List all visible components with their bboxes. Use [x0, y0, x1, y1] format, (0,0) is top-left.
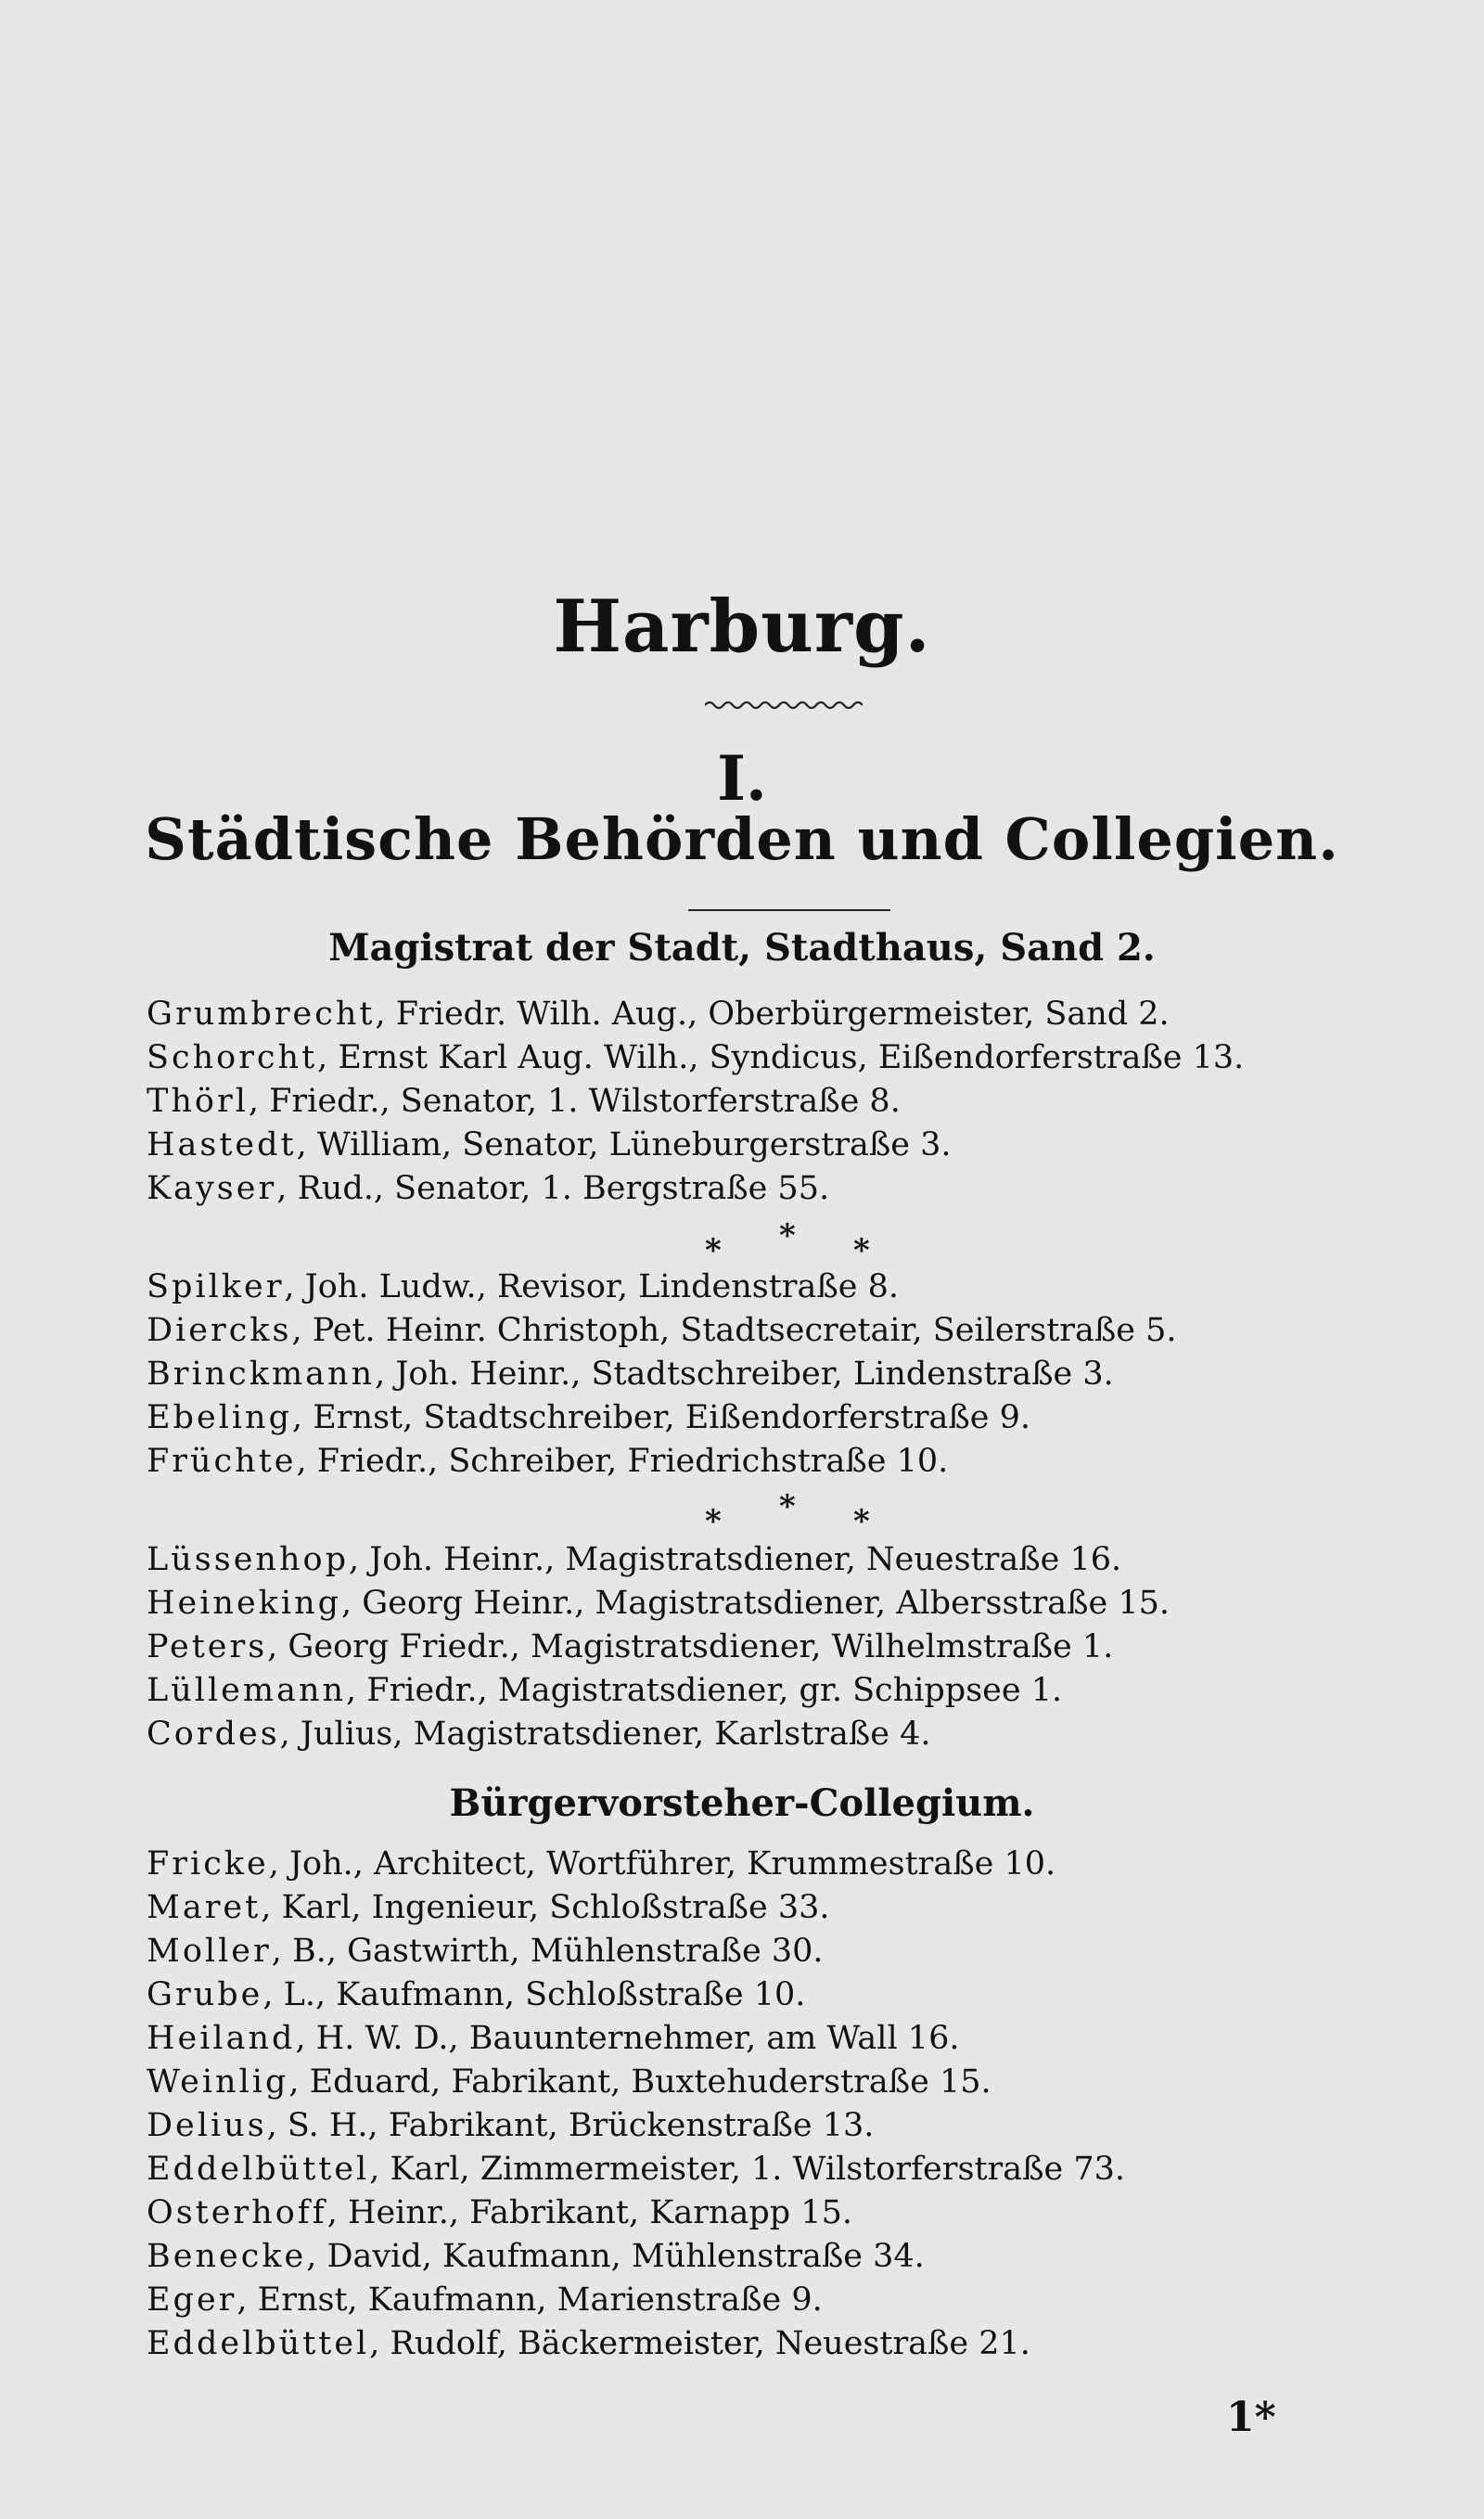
entry-name: Diercks	[147, 1312, 292, 1349]
list-item	[147, 1973, 1426, 2017]
entry-name: Schorcht	[147, 1039, 318, 1076]
entry-details: , H. W. D., Bauunternehmer, am Wall 16.	[295, 2020, 960, 2057]
entry-name: Weinlig	[147, 2063, 289, 2101]
entry-name: Benecke	[147, 2238, 307, 2275]
entries-buergervorsteher	[147, 1843, 1426, 2366]
list-item	[147, 1440, 1426, 1484]
list-item	[147, 2235, 1426, 2279]
entry-details: , Heinr., Fabrikant, Karnapp 15.	[326, 2194, 852, 2231]
list-item	[147, 1930, 1426, 1973]
signature-mark: 1*	[1226, 2394, 1276, 2441]
list-item	[147, 2061, 1426, 2104]
list-item	[147, 993, 1426, 1036]
list-item	[147, 1309, 1426, 1353]
entry-details: , Friedr. Wilh. Aug., Oberbürgermeister, Sand 2.	[375, 996, 1170, 1033]
entry-details: , B., Gastwirth, Mühlenstraße 30.	[271, 1933, 824, 1970]
entry-details: , Rud., Senator, 1. Bergstraße 55.	[276, 1170, 830, 1207]
list-item	[147, 1036, 1426, 1080]
list-item	[147, 1167, 1426, 1211]
entry-details: , Friedr., Schreiber, Friedrichstraße 10.	[296, 1443, 949, 1480]
entry-details: , Joh., Architect, Wortführer, Krummestraße 10.	[268, 1845, 1056, 1883]
wavy-ornament	[705, 698, 863, 713]
page-title: Harburg.	[553, 585, 931, 669]
entry-details: , S. H., Fabrikant, Brückenstraße 13.	[266, 2107, 875, 2144]
list-item	[147, 2104, 1426, 2148]
list-item	[147, 2191, 1426, 2235]
entry-name: Eddelbüttel	[147, 2325, 370, 2362]
entry-name: Kayser	[147, 1170, 277, 1207]
group-heading-magistrat: Magistrat der Stadt, Stadthaus, Sand 2.	[328, 926, 1156, 970]
entry-details: , Pet. Heinr. Christoph, Stadtsecretair, Seilerstraße 5.	[291, 1312, 1177, 1349]
entry-name: Delius	[147, 2107, 267, 2144]
entry-name: Hastedt	[147, 1126, 297, 1163]
entry-details: , L., Kaufmann, Schloßstraße 10.	[262, 1976, 806, 2013]
title-rule	[688, 909, 890, 911]
entry-name: Thörl	[147, 1083, 249, 1120]
entry-details: , Ernst Karl Aug. Wilh., Syndicus, Eißendorferstraße 13.	[317, 1039, 1245, 1076]
entry-name: Maret	[147, 1889, 262, 1926]
entry-details: , Friedr., Magistratsdiener, gr. Schippsee 1.	[346, 1672, 1063, 1709]
entry-details: , Joh. Ludw., Revisor, Lindenstraße 8.	[284, 1268, 900, 1305]
list-item	[147, 1124, 1426, 1167]
entry-details: , Rudolf, Bäckermeister, Neuestraße 21.	[369, 2325, 1030, 2362]
entry-details: , Eduard, Fabrikant, Buxtehuderstraße 15.	[288, 2063, 991, 2101]
entry-name: Osterhoff	[147, 2194, 327, 2231]
entry-name: Grumbrecht	[147, 996, 376, 1033]
list-item	[147, 1626, 1426, 1669]
list-item	[147, 1713, 1426, 1756]
entry-name: Cordes	[147, 1716, 280, 1753]
entry-name: Spilker	[147, 1268, 285, 1305]
entry-name: Lüllemann	[147, 1672, 347, 1709]
entry-details: , Ernst, Kaufmann, Marienstraße 9.	[237, 2281, 823, 2319]
list-item	[147, 1396, 1426, 1440]
list-item	[147, 1080, 1426, 1124]
entry-name: Peters	[147, 1628, 268, 1665]
asterism-divider: * * *	[705, 1217, 870, 1269]
entry-details: , David, Kaufmann, Mühlenstraße 34.	[306, 2238, 925, 2275]
list-item	[147, 1353, 1426, 1396]
entry-name: Fricke	[147, 1845, 269, 1883]
list-item	[147, 2148, 1426, 2191]
entries-staff	[147, 1266, 1426, 1484]
entry-details: , Georg Heinr., Magistratsdiener, Albersstraße 15.	[341, 1585, 1170, 1622]
entry-name: Lüssenhop	[147, 1541, 349, 1578]
entry-name: Eddelbüttel	[147, 2151, 370, 2188]
entry-details: , Karl, Ingenieur, Schloßstraße 33.	[261, 1889, 830, 1926]
entry-name: Brinckmann	[147, 1356, 376, 1393]
entries-magistrat	[147, 993, 1426, 1211]
list-item	[147, 1886, 1426, 1930]
entry-details: , Joh. Heinr., Stadtschreiber, Lindenstraße 3.	[375, 1356, 1114, 1393]
group-heading-buergervorsteher: Bürgervorsteher-Collegium.	[449, 1781, 1035, 1825]
entries-servants	[147, 1538, 1426, 1756]
list-item	[147, 1669, 1426, 1713]
list-item	[147, 1538, 1426, 1582]
entry-name: Eger	[147, 2281, 237, 2319]
list-item	[147, 1266, 1426, 1309]
entry-name: Grube	[147, 1976, 263, 2013]
asterism-divider: * * *	[705, 1488, 870, 1540]
entry-name: Moller	[147, 1933, 272, 1970]
entry-details: , Joh. Heinr., Magistratsdiener, Neuestraße 16.	[348, 1541, 1122, 1578]
entry-details: , Julius, Magistratsdiener, Karlstraße 4.	[279, 1716, 931, 1753]
entry-details: , Friedr., Senator, 1. Wilstorferstraße 8.	[248, 1083, 901, 1120]
list-item	[147, 2322, 1426, 2366]
list-item	[147, 1582, 1426, 1626]
entry-name: Heiland	[147, 2020, 296, 2057]
list-item	[147, 1843, 1426, 1886]
entry-details: , Ernst, Stadtschreiber, Eißendorferstraße 9.	[292, 1399, 1030, 1436]
entry-name: Heineking	[147, 1585, 342, 1622]
entry-name: Ebeling	[147, 1399, 293, 1436]
section-title: Städtische Behörden und Collegien.	[145, 805, 1339, 873]
section-numeral: I.	[717, 742, 767, 815]
entry-details: , Karl, Zimmermeister, 1. Wilstorferstraße 73.	[369, 2151, 1125, 2188]
entry-details: , William, Senator, Lüneburgerstraße 3.	[296, 1126, 952, 1163]
list-item	[147, 2017, 1426, 2061]
list-item	[147, 2279, 1426, 2322]
entry-name: Früchte	[147, 1443, 297, 1480]
entry-details: , Georg Friedr., Magistratsdiener, Wilhelmstraße 1.	[267, 1628, 1114, 1665]
